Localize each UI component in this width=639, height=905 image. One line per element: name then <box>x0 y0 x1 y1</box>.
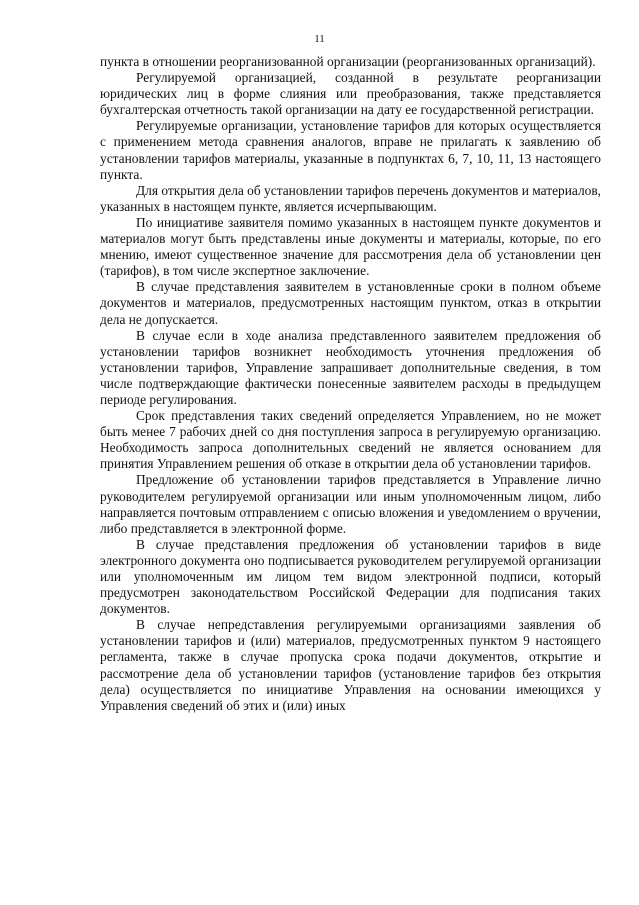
paragraph-clarification-request: В случае если в ходе анализа представленного заявителем предложения об установлении тарифов возникнет необходимость уточнения предложения об установлении тарифов, Управление запрашивает дополнительные сведения, в том числе подтверждающие фактически понесенные заявителем расходы в предыдущем периоде регулирования. <box>100 327 601 407</box>
paragraph-electronic-signature: В случае представления предложения об установлении тарифов в виде электронного документа оно подписывается руководителем регулируемой организации или уполномоченным им лицом тем видом электронной подписи, который предусмотрен законодательством Российской Федерации для подписания таких документов. <box>100 536 601 617</box>
paragraph-exhaustive-list: Для открытия дела об установлении тарифов перечень документов и материалов, указанных в настоящем пункте, является исчерпывающим. <box>100 182 601 214</box>
page-body <box>100 54 601 714</box>
paragraph-continuation: пункта в отношении реорганизованной организации (реорганизованных организаций). <box>100 54 596 69</box>
paragraph-additional-materials: По инициативе заявителя помимо указанных в настоящем пункте документов и материалов могут быть представлены иные документы и материалы, которые, по его мнению, имеют существенное значение для рассмотрения дела об установлении цен (тарифов), в том числе экспертное заключение. <box>100 214 601 279</box>
paragraph-no-refusal: В случае представления заявителем в установленные сроки в полном объеме документов и материалов, предусмотренных настоящим пунктом, отказ в открытии дела не допускается. <box>100 279 601 327</box>
page-number: 11 <box>314 33 325 45</box>
paragraph-non-submission: В случае непредставления регулируемыми организациями заявления об установлении тарифов и (или) материалов, предусмотренных пунктом 9 настоящего регламента, также в случае пропуска срока подачи документов, открытие и рассмотрение дела об установлении тарифов (установление тарифов без открытия дела) осуществляется по инициативе Управления на основании имеющихся у Управления сведений об этих и (или) иных <box>100 617 601 713</box>
paragraph-submission-methods: Предложение об установлении тарифов представляется в Управление лично руководителем регулируемой организации или иным уполномоченным лицом, либо направляется почтовым отправлением с описью вложения и уведомлением о вручении, либо представляется в электронной форме. <box>100 472 601 536</box>
paragraph-reorganization-reporting: Регулируемой организацией, созданной в результате реорганизации юридических лиц в форме слияния или преобразования, также представляется бухгалтерская отчетность такой организации на дату ее государственной регистрации. <box>100 70 601 118</box>
paragraph-comparison-method: Регулируемые организации, установление тарифов для которых осуществляется с применением метода сравнения аналогов, вправе не прилагать к заявлению об установлении тарифов материалы, указанные в подпунктах 6, 7, 10, 11, 13 настоящего пункта. <box>100 118 601 182</box>
paragraph-submission-deadline: Срок представления таких сведений определяется Управлением, но не может быть менее 7 рабочих дней со дня поступления запроса в регулируемую организацию. Необходимость запроса дополнительных сведений не является основанием для принятия Управлением решения об отказе в открытии дела об установлении тарифов. <box>100 408 601 472</box>
